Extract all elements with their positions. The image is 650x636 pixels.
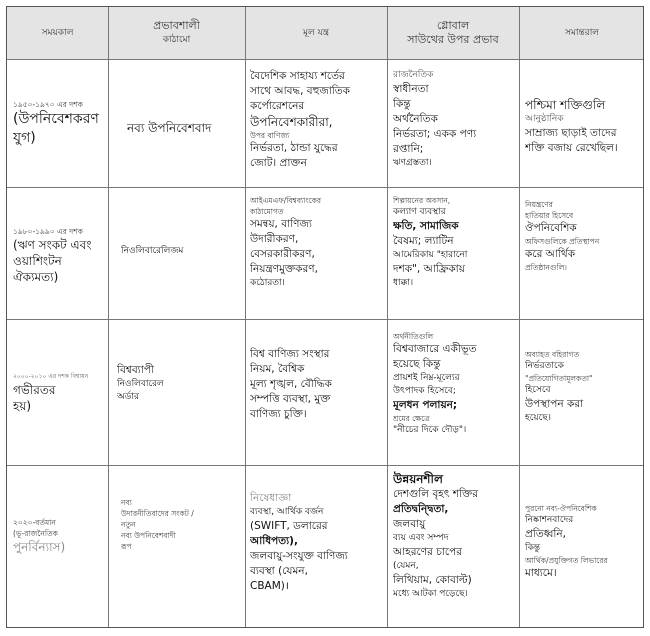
row-divider: [7, 465, 643, 466]
column-divider: [245, 7, 246, 627]
comparison-table: [6, 6, 644, 628]
header-parallel: সমান্তরাল: [564, 28, 600, 38]
header-period: সময়কাল: [41, 28, 74, 38]
column-divider: [519, 7, 520, 627]
row4-period: ২০২০-বর্তমান (ভূ-রাজনৈতিক পুনর্বিন্যাস): [13, 518, 66, 554]
row4-tools: নিষেধাজ্ঞা ব্যবস্থা, আর্থিক বর্জন (SWIFT, ডলারের আধিপত্য), জলবায়ু-সংযুক্ত বাণিজ্য ব্যবস্থা (যেমন, CBAM)।: [250, 492, 348, 592]
header-impact: গ্লোবাল সাউথের উপর প্রভাব: [407, 19, 499, 46]
row2-parallel: নিয়ন্ত্রণের হাতিয়ার হিসেবে ঔপনিবেশিক অফিসগুলিকে প্রতিস্থাপন করে আর্থিক প্রতিষ্ঠানগুলি।: [525, 200, 600, 272]
row-divider: [7, 59, 643, 60]
row2-tools: আইএমএফ/বিশ্বব্যাংকের কাঠামোগত সমন্বয়, বাণিজ্য উদারীকরণ, বেসরকারীকরণ, নিয়ন্ত্রণমুক্তকরণ, কঠোরতা।: [250, 196, 321, 288]
row3-parallel: অব্যাহত বহিরাগত নির্ভরতাকে "প্রতিযোগিতামূলকতা" হিসেবে উপস্থাপন করা হয়েছে।: [525, 350, 593, 423]
row2-period: ১৯৮০-১৯৯০ এর দশক (ঋণ সংকট এবং ওয়াশিংটন ঐক্যমত্য): [13, 227, 92, 284]
row2-impact: শিল্পায়নের অবসান, কল্যাণ ব্যবস্থার ক্ষতি, সামাজিক বৈষম্য; ল্যাটিন আমেরিকায় "হারানো দশক", আফ্রিকায় ধাক্কা।: [393, 196, 468, 288]
row-divider: [7, 187, 643, 188]
header-framework: প্রভাবশালী কাঠামো: [153, 19, 200, 45]
row1-period: ১৯৫০-১৯৭০ এর দশক (উপনিবেশকরণ যুগ): [13, 100, 99, 146]
row1-tools: বৈদেশিক সাহায্য শর্তের সাথে আবদ্ধ, বহুজাতিক কর্পোরেশনের উপনিবেশকারীরা, উপর বাণিজ্য নির্ভরতা, ঠান্ডা যুদ্ধের জোট। প্রাক্তন: [250, 70, 351, 169]
row3-framework: বিশ্বব্যাপী নিওলিবারেল অর্ডার: [117, 364, 164, 402]
row3-period: ২০০০-২০১০ এর দশক বিশ্বায়ন গভীরতর হয়): [13, 373, 89, 413]
row4-impact: উন্নয়নশীল দেশগুলি বৃহৎ শক্তির প্রতিদ্বন্দ্বিতা, জলবায়ু ব্যয় এবং সম্পদ আহরণের চাপের (যেমন, লিথিয়াম, কোবাল্ট) মধ্যে আটকা পড়েছে।: [393, 472, 478, 599]
row3-tools: বিশ্ব বাণিজ্য সংস্থার নিয়ম, বৈশ্বিক মূল্য শৃঙ্খল, বৌদ্ধিক সম্পত্তি ব্যবস্থা, মুক্ত বাণিজ্য চুক্তি।: [250, 348, 332, 420]
row2-framework: নিওলিবারেলিজম: [121, 246, 184, 256]
header-tools: মূল যন্ত্র: [303, 28, 329, 38]
column-divider: [387, 7, 388, 627]
row1-framework: নব্য উপনিবেশবাদ: [127, 121, 212, 135]
row4-framework: নব্য উদারনীতিবাদের সংকট / নতুন নব্য উপনিবেশবাদী রূপ: [121, 498, 194, 551]
row4-parallel: পুরনো নব্য-ঔপনিবেশিক নিষ্কাশনবাদের প্রতিধ্বনি, কিন্তু আর্থিক/প্রযুক্তিগত লিভারের মাধ্যমে।: [525, 504, 608, 579]
row3-impact: অর্থনীতিগুলি বিশ্ববাজারে একীভূত হয়েছে কিন্তু প্রায়শই নিম্ন-মূল্যের উৎপাদক হিসেবে; মূলধন পলায়ন; শ্রমের ক্ষেত্রে "নীচের দিকে দৌড়"।: [393, 332, 477, 435]
column-divider: [108, 7, 109, 627]
row-divider: [7, 319, 643, 320]
row1-impact: রাজনৈতিক স্বাধীনতা কিন্তু অর্থনৈতিক নির্ভরতা; একক পণ্য রপ্তানি; ঋণগ্রস্ততা।: [393, 70, 477, 168]
row1-parallel: পশ্চিমা শক্তিগুলি আনুষ্ঠানিক সাম্রাজ্য ছাড়াই তাদের শক্তি বজায় রেখেছিল।: [525, 98, 618, 154]
